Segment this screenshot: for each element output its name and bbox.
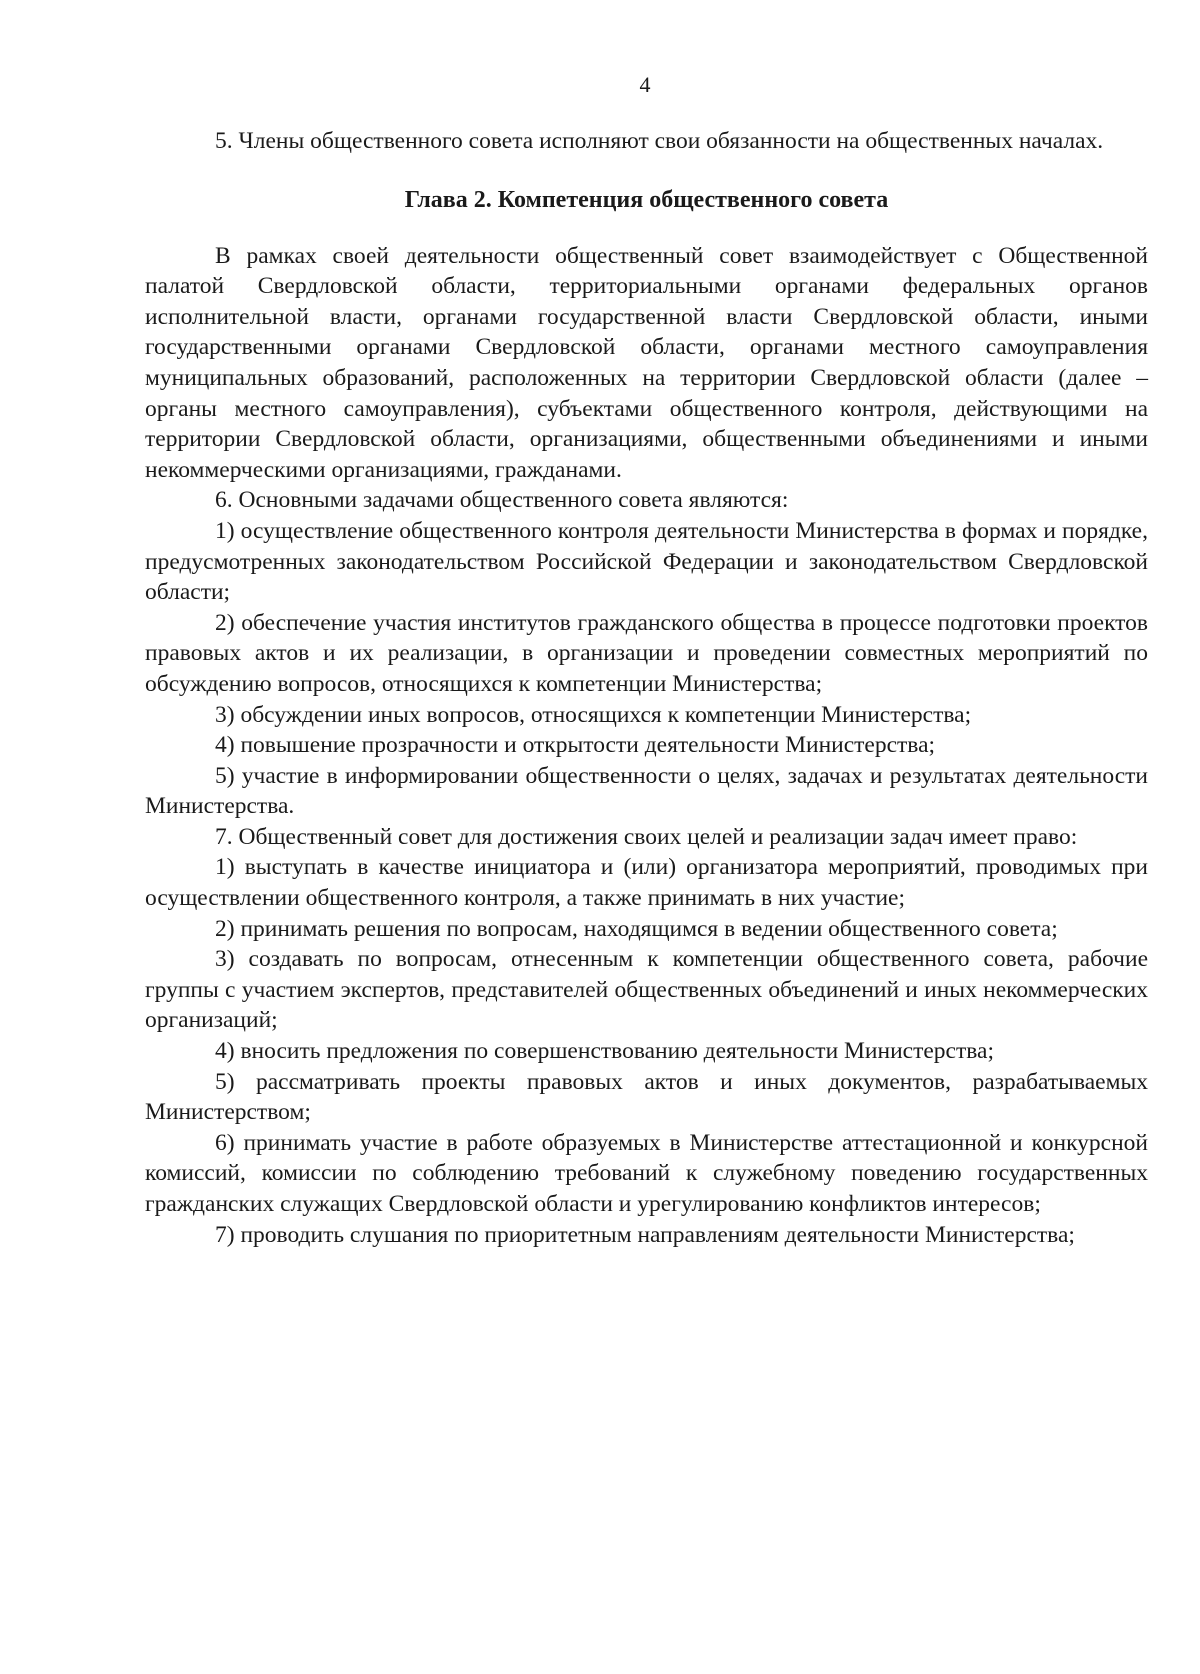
right-item-4: 4) вносить предложения по совершенствованию деятельности Министерства;	[215, 1038, 994, 1065]
right-item-3: 3) создавать по вопросам, отнесенным к компетенции общественного совета, рабочие группы с участием экспертов, представителей общественных объединений и иных некоммерческих организаций;	[145, 946, 1148, 1034]
right-item-6: 6) принимать участие в работе образуемых в Министерстве аттестационной и конкурсной комиссий, комиссии по соблюдению требований к служебному поведению государственных гражданских служащих Свердловской области и урегулированию конфликтов интересов;	[145, 1129, 1148, 1217]
paragraph-item-5: 5. Члены общественного совета исполняют свои обязанности на общественных началах.	[215, 128, 1104, 154]
right-item-5: 5) рассматривать проекты правовых актов и иных документов, разрабатываемых Министерством;	[145, 1068, 1148, 1126]
chapter-title: Глава 2. Компетенция общественного совета	[404, 186, 889, 213]
task-item-3: 3) обсуждении иных вопросов, относящихся к компетенции Министерства;	[215, 701, 972, 728]
task-item-4: 4) повышение прозрачности и открытости деятельности Министерства;	[215, 732, 936, 759]
task-item-2: 2) обеспечение участия институтов гражданского общества в процессе подготовки проектов правовых актов и их реализации, в организации и проведении совместных мероприятий по обсуждению вопросов, относящихся к компетенции Министерства;	[145, 609, 1148, 697]
rights-heading: 7. Общественный совет для достижения своих целей и реализации задач имеет право:	[215, 823, 1078, 850]
right-item-2: 2) принимать решения по вопросам, находящимся в ведении общественного совета;	[215, 915, 1058, 942]
right-item-1: 1) выступать в качестве инициатора и (или) организатора мероприятий, проводимых при осуществлении общественного контроля, а также принимать в них участие;	[145, 854, 1148, 912]
tasks-heading: 6. Основными задачами общественного совета являются:	[215, 487, 789, 514]
paragraph-interaction: В рамках своей деятельности общественный совет взаимодействует с Общественной палатой Свердловской области, территориальными органами федеральных органов исполнительной власти, органами государственной власти Свердловской области, иными государственными органами Свердловской области, органами местного самоуправления муниципальных образований, расположенных на территории Свердловской области (далее – органы местного самоуправления), субъектами общественного контроля, действующими на территории Свердловской области, организациями, общественными объединениями и иными некоммерческими организациями, гражданами.	[145, 242, 1148, 483]
page-number: 4	[639, 72, 651, 97]
right-item-7: 7) проводить слушания по приоритетным направлениям деятельности Министерства;	[215, 1221, 1075, 1248]
task-item-5: 5) участие в информировании общественности о целях, задачах и результатах деятельности Министерства.	[145, 762, 1148, 820]
task-item-1: 1) осуществление общественного контроля деятельности Министерства в формах и порядке, предусмотренных законодательством Российской Федерации и законодательством Свердловской области;	[145, 517, 1148, 606]
document-body	[145, 126, 1148, 1250]
